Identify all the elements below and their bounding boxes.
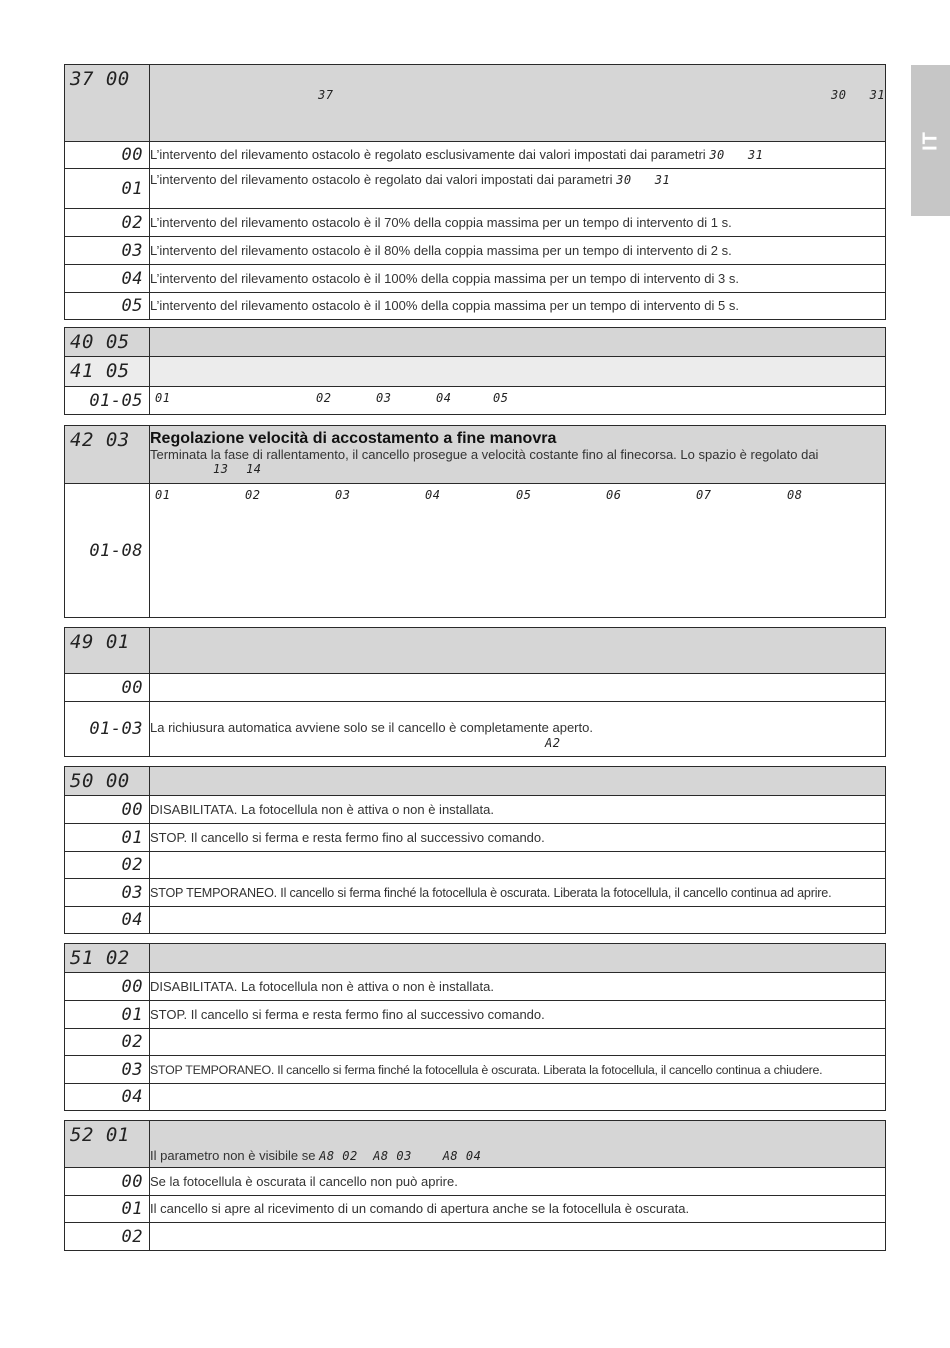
table-row	[65, 387, 886, 415]
param-40-41-table	[64, 327, 886, 415]
section-subtitle: Terminata la fase di rallentamento, il cancello prosegue a velocità costante fino al finecorsa. Lo spazio è regolato dai	[150, 447, 819, 462]
value-code: 04	[121, 1087, 143, 1107]
param-50-table	[64, 766, 886, 934]
value-code: 00	[121, 799, 143, 820]
section-title: Regolazione velocità di accostamento a fine manovra	[150, 430, 557, 447]
value-code: 01	[121, 827, 143, 848]
value-code: 01	[121, 179, 143, 199]
table-row	[65, 824, 886, 852]
table-row	[65, 1223, 886, 1251]
value-code: 04	[121, 268, 143, 289]
param-code: 42 03	[70, 429, 130, 451]
table-row	[65, 1056, 886, 1084]
table-row	[65, 484, 886, 618]
table-row	[65, 1001, 886, 1029]
table-row	[65, 879, 886, 907]
table-row	[65, 1196, 886, 1223]
option-code: 03	[335, 488, 351, 502]
value-code: 00	[121, 677, 143, 698]
option-code: 01	[155, 391, 171, 405]
option-code: 02	[245, 488, 261, 502]
value-range: 01-03	[89, 719, 143, 739]
param-code: 41 05	[70, 360, 130, 382]
option-code: 04	[425, 488, 441, 502]
value-code: 02	[121, 855, 143, 875]
language-tab	[911, 65, 950, 216]
value-code: 00	[121, 976, 143, 997]
value-desc: STOP TEMPORANEO. Il cancello si ferma finché la fotocellula è oscurata. Liberata la fotocellula, il cancello continua ad aprire.	[150, 879, 886, 907]
option-code: 06	[606, 488, 622, 502]
value-code: 04	[121, 910, 143, 930]
value-code: 00	[121, 1171, 143, 1192]
value-desc: L’intervento del rilevamento ostacolo è il 100% della coppia massima per un tempo di intervento di 3 s.	[150, 265, 886, 293]
value-desc: STOP. Il cancello si ferma e resta fermo fino al successivo comando.	[150, 824, 886, 852]
value-desc	[150, 1029, 886, 1056]
value-desc: DISABILITATA. La fotocellula non è attiva o non è installata.	[150, 796, 886, 824]
value-desc	[150, 1223, 886, 1251]
value-desc: STOP TEMPORANEO. Il cancello si ferma finché la fotocellula è oscurata. Liberata la fotocellula, il cancello continua a chiudere.	[150, 1056, 886, 1084]
table-row	[65, 169, 886, 209]
param-37-table	[64, 64, 886, 320]
value-code: 01	[121, 1199, 143, 1219]
value-code: 00	[121, 145, 143, 165]
value-desc: L’intervento del rilevamento ostacolo è regolato esclusivamente dai valori impostati dai parametri	[150, 147, 706, 162]
param-ref: 13	[213, 462, 229, 476]
option-code: 01	[155, 488, 171, 502]
option-code: 04	[436, 391, 452, 405]
param-header-cell	[150, 65, 886, 142]
table-row	[65, 209, 886, 237]
option-code: 08	[787, 488, 803, 502]
param-42-table	[64, 425, 886, 618]
option-code: 07	[696, 488, 712, 502]
value-desc: DISABILITATA. La fotocellula non è attiva o non è installata.	[150, 973, 886, 1001]
value-desc	[150, 1084, 886, 1111]
param-code: 37 00	[70, 68, 130, 90]
param-code: 40 05	[70, 331, 130, 353]
value-range: 01-08	[89, 540, 143, 561]
param-ref: 14	[246, 462, 262, 476]
param-code: 49 01	[70, 631, 130, 653]
value-code: 02	[121, 212, 143, 233]
value-code: 05	[121, 296, 143, 316]
table-row	[65, 265, 886, 293]
param-code: 52 01	[70, 1124, 130, 1146]
table-row	[65, 674, 886, 702]
value-code: 03	[121, 1059, 143, 1080]
value-desc: La richiusura automatica avviene solo se il cancello è completamente aperto.	[150, 720, 593, 735]
param-ref: 30 31	[616, 173, 671, 187]
value-code: 02	[121, 1032, 143, 1052]
table-row	[65, 1084, 886, 1111]
table-row	[65, 293, 886, 320]
table-row	[65, 852, 886, 879]
table-row	[65, 796, 886, 824]
value-desc: L’intervento del rilevamento ostacolo è il 70% della coppia massima per un tempo di intervento di 1 s.	[150, 209, 886, 237]
param-52-table	[64, 1120, 886, 1251]
param-ref: 30 31	[831, 88, 886, 102]
value-range: 01-05	[89, 390, 143, 411]
table-row	[65, 702, 886, 757]
param-code-cell	[65, 65, 150, 142]
param-code: 50 00	[70, 770, 130, 792]
value-desc: Se la fotocellula è oscurata il cancello non può aprire.	[150, 1168, 886, 1196]
table-row	[65, 237, 886, 265]
table-row	[65, 973, 886, 1001]
value-desc	[150, 907, 886, 934]
param-ref: A2	[545, 736, 561, 750]
value-desc: L’intervento del rilevamento ostacolo è il 80% della coppia massima per un tempo di intervento di 2 s.	[150, 237, 886, 265]
value-code: 03	[121, 882, 143, 903]
param-ref: 37	[318, 88, 334, 102]
table-row	[65, 1168, 886, 1196]
value-desc	[150, 852, 886, 879]
value-desc: L’intervento del rilevamento ostacolo è il 100% della coppia massima per un tempo di intervento di 5 s.	[150, 293, 886, 320]
language-label: IT	[919, 130, 941, 151]
option-code: 05	[516, 488, 532, 502]
value-code: 02	[121, 1226, 143, 1247]
table-row	[65, 1029, 886, 1056]
value-desc: STOP. Il cancello si ferma e resta fermo fino al successivo comando.	[150, 1001, 886, 1029]
value-code: 03	[121, 240, 143, 261]
param-ref: 30 31	[709, 148, 764, 162]
param-49-table	[64, 627, 886, 757]
table-row	[65, 907, 886, 934]
param-note: Il parametro non è visibile se	[150, 1148, 316, 1163]
option-code: 02	[316, 391, 332, 405]
param-51-table	[64, 943, 886, 1111]
value-desc: L’intervento del rilevamento ostacolo è regolato dai valori impostati dai parametri	[150, 172, 613, 187]
param-ref: A8 02 A8 03 A8 04	[319, 1149, 482, 1163]
option-code: 03	[376, 391, 392, 405]
value-desc: Il cancello si apre al ricevimento di un comando di apertura anche se la fotocellula è oscurata.	[150, 1196, 886, 1223]
param-code: 51 02	[70, 947, 130, 969]
table-row	[65, 142, 886, 169]
option-code: 05	[493, 391, 509, 405]
value-code: 01	[121, 1004, 143, 1025]
